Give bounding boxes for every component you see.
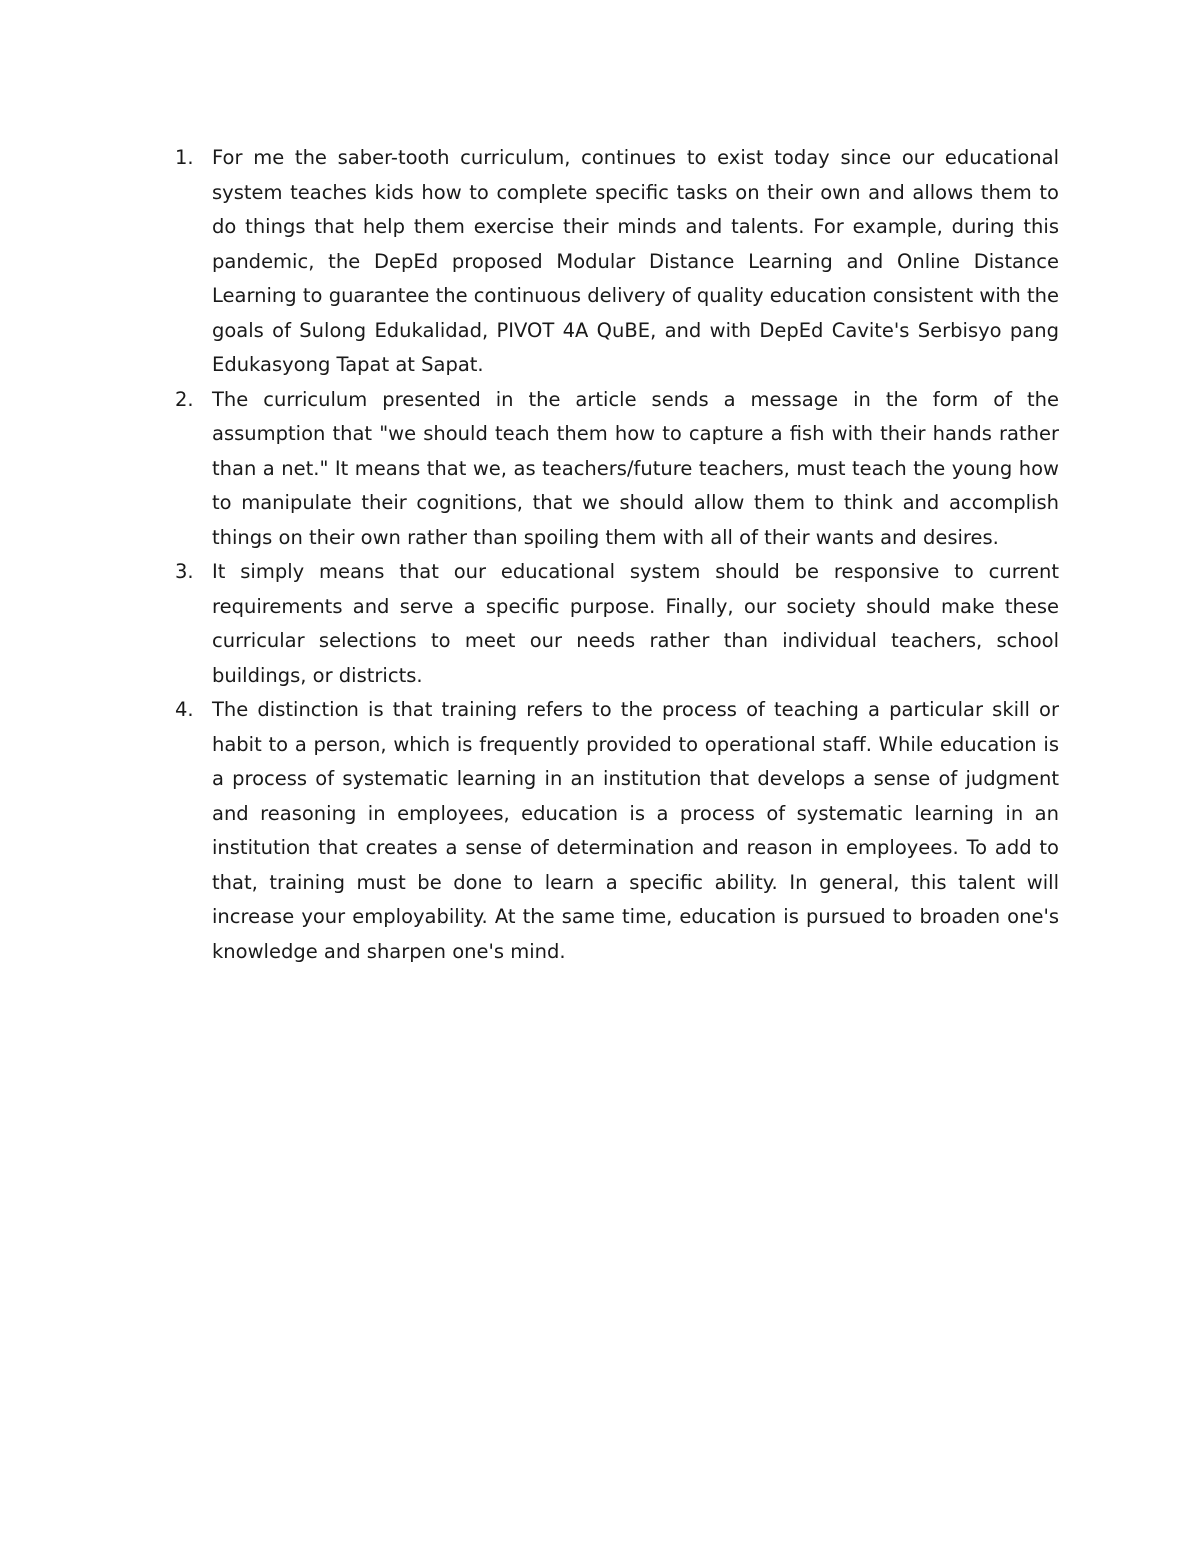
- list-item-text: The distinction is that training refers to the process of teaching a particular skill or habit to a person, which is frequently provided to operational staff. While education is a process of systematic learning in an institution that develops a sense of judgment and reasoning in employees, education is a process of systematic learning in an institution that creates a sense of determination and reason in employees. To add to that, training must be done to learn a specific ability. In general, this talent will increase your employability. At the same time, education is pursued to broaden one's knowledge and sharpen one's mind.: [212, 698, 1059, 963]
- list-item: [172, 555, 1059, 693]
- list-item: [172, 693, 1059, 969]
- list-item-number: 1.: [175, 146, 194, 169]
- list-item-number: 4.: [175, 698, 194, 721]
- list-item: [172, 141, 1059, 383]
- list-item-number: 3.: [175, 560, 194, 583]
- numbered-answer-list: [172, 141, 1059, 969]
- list-item-text: The curriculum presented in the article sends a message in the form of the assumption that "we should teach them how to capture a fish with their hands rather than a net." It means that we, as teachers/future teachers, must teach the young how to manipulate their cognitions, that we should allow them to think and accomplish things on their own rather than spoiling them with all of their wants and desires.: [212, 387, 1059, 549]
- list-item-number: 2.: [175, 387, 194, 411]
- list-item-text: For me the saber-tooth curriculum, continues to exist today since our educational system teaches kids how to complete specific tasks on their own and allows them to do things that help them exercise their minds and talents. For example, during this pandemic, the DepEd proposed Modular Distance Learning and Online Distance Learning to guarantee the continuous delivery of quality education consistent with the goals of Sulong Edukalidad, PIVOT 4A QuBE, and with DepEd Cavite's Serbisyo pang Edukasyong Tapat at Sapat.: [212, 146, 1059, 376]
- list-item: [172, 383, 1059, 556]
- list-item-text: It simply means that our educational system should be responsive to current requirements and serve a specific purpose. Finally, our society should make these curricular selections to meet our needs rather than individual teachers, school buildings, or districts.: [212, 560, 1059, 687]
